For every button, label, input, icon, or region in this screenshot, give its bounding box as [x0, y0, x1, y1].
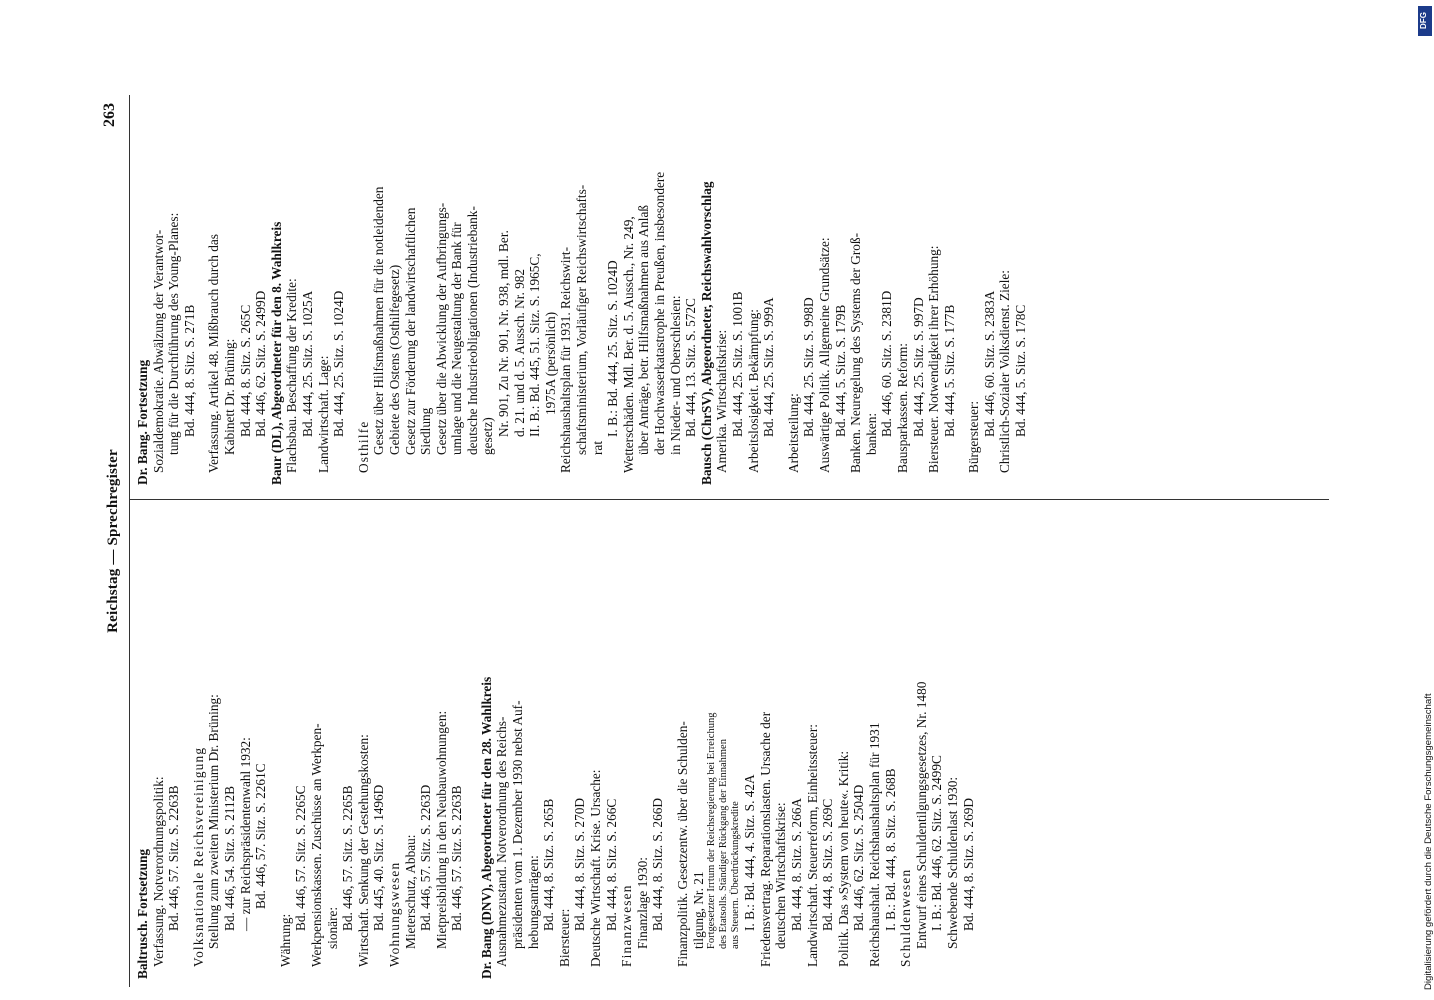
- register-entry: Volksnationale Reichsvereinigung: [190, 746, 206, 967]
- spacer: [197, 10, 206, 485]
- register-entry: Biersteuer. Notwendigkeit ihrer Erhöhung:: [926, 245, 942, 473]
- register-entry: präsidenten vom 1. Dezember 1930 nebst Auf-: [510, 700, 526, 949]
- register-entry: Arbeitslosigkeit. Bekämpfung:: [745, 309, 761, 473]
- register-entry: Mieterschutz, Abbau:: [402, 834, 418, 949]
- register-entry: Bd. 446, 60. Sitz. S. 2383A: [981, 290, 997, 437]
- spacer: [957, 10, 966, 485]
- register-entry: Reichshaushaltsplan für 1931. Reichswirt-: [558, 246, 574, 473]
- register-entry: Wirtschaft. Senkung der Gestehungskosten:: [355, 734, 371, 967]
- register-entry: Schwebende Schuldenlast 1930:: [944, 776, 960, 949]
- register-entry: Gesetz zur Förderung der landwirtschaftlichen: [402, 207, 418, 455]
- register-entry: Gesetz über die Abwicklung der Aufbringungs-: [433, 202, 449, 455]
- rotated-register-page: [95, 95, 1295, 987]
- register-entry: Bd. 444, 25. Sitz. S. 1024D: [331, 290, 347, 437]
- register-entry: Bd. 444, 8. Sitz. S. 265C: [237, 304, 253, 437]
- register-entry: Mietpreisbildung in den Neubauwohnungen:: [433, 710, 449, 949]
- register-entry: Schuldenwesen: [898, 868, 914, 967]
- register-entry: Bd. 444, 8. Sitz. S. 271B: [181, 304, 197, 437]
- register-entry: Bd. 444, 5. Sitz. S. 177B: [941, 304, 957, 437]
- register-entry: Bd. 444, 8. Sitz. S. 269D: [960, 798, 976, 931]
- register-entry: Finanzwesen: [619, 884, 635, 967]
- register-entry: Gesetz über Hilfsmaßnahmen für die notleidenden: [371, 186, 387, 455]
- register-heading: Baur (DL), Abgeordneter für den 8. Wahlkreis: [268, 221, 284, 485]
- register-entry: Verfassung. Notverordnungspolitik:: [150, 776, 166, 967]
- register-entry: Arbeitsteilung:: [785, 393, 801, 473]
- register-entry: deutschen Wirtschaftskrise:: [773, 802, 789, 949]
- register-entry: Bd. 444, 13. Sitz. S. 572C: [683, 298, 699, 437]
- spacer: [182, 504, 191, 979]
- register-entry: Wohnungswesen: [386, 861, 402, 967]
- register-entry: in Nieder- und Oberschlesien:: [667, 295, 683, 455]
- register-entry: Finanzlage 1930:: [634, 857, 650, 949]
- register-entry: Bürgersteuer:: [966, 400, 982, 473]
- spacer: [347, 10, 356, 485]
- register-entry: Bd. 444, 25. Sitz. S. 999A: [761, 297, 777, 437]
- register-entry: Wetterschäden. Mdl. Ber. d. 5. Aussch., Nr. 249,: [620, 216, 636, 473]
- register-entry: banken:: [863, 412, 879, 455]
- register-entry: Amerika. Wirtschaftskrise:: [714, 329, 730, 473]
- register-entry: Gebiete des Ostens (Osthilfegesetz): [386, 264, 402, 455]
- register-entry: Bd. 444, 25. Sitz. S. 998D: [801, 297, 817, 437]
- spacer: [777, 10, 786, 485]
- register-entry: Werkpensionskassen. Zuschüsse an Werkpen-: [308, 723, 324, 967]
- register-entry: tilgung, Nr. 21: [690, 871, 706, 949]
- register-entry: schaftsministerium, Vorläufiger Reichswirtschafts-: [574, 184, 590, 455]
- register-entry: Bd. 446, 62. Sitz. S. 2504D: [851, 784, 867, 931]
- register-entry: hebungsanträgen:: [525, 855, 541, 949]
- left-column: [135, 504, 976, 979]
- register-entry: Bd. 446, 54. Sitz. S. 2112B: [221, 785, 237, 931]
- register-heading: Baltrusch. Fortsetzung: [135, 848, 150, 979]
- register-entry: Bd. 444, 8. Sitz. S. 266D: [650, 798, 666, 931]
- spacer: [269, 504, 278, 979]
- register-entry: Bd. 444, 5. Sitz. S. 179B: [832, 304, 848, 437]
- register-entry: Bd. 446, 62. Sitz. S. 2499D: [253, 290, 269, 437]
- register-entry: Ausnahmezustand. Notverordnung des Reichs-: [494, 716, 510, 967]
- register-heading: Dr. Bang. Fortsetzung: [135, 359, 150, 485]
- register-entry: Reichshaushalt. Reichshaushaltsplan für 1931: [866, 722, 882, 967]
- register-entry: umlage und die Neugestaltung der Bank für: [449, 222, 465, 455]
- register-entry: Währung:: [277, 913, 293, 967]
- register-entry: Bd. 446, 57. Sitz. S. 2263B: [449, 785, 465, 931]
- register-entry: Bd. 444, 25. Sitz. S. 1001B: [729, 291, 745, 437]
- digitization-credit: Digitalisierung gefördert durch die Deutsche Forschungsgemeinschaft: [1423, 693, 1434, 990]
- register-entry: des Etatsolls. Ständiger Rückgang der Einnahmen: [718, 739, 730, 949]
- register-entry: aus Steuern. Überdrückungskredite: [730, 801, 742, 949]
- register-entry: Bd. 446, 57. Sitz. S. 2265B: [340, 785, 356, 931]
- register-entry: Bd. 446, 57. Sitz. S. 2265C: [293, 785, 309, 931]
- register-entry: I. B.: Bd. 444, 4. Sitz. S. 42A: [742, 774, 758, 931]
- register-entry: 1975A (persönlich): [542, 311, 558, 415]
- header-rule: [129, 95, 130, 987]
- register-entry: rat: [589, 440, 605, 455]
- register-entry: Politik. Das »System von heute«. Kritik:: [835, 750, 851, 967]
- register-entry: Bausparkassen. Reform:: [894, 343, 910, 473]
- running-title: Reichstag — Sprechregister: [105, 449, 121, 633]
- register-entry: Stellung zum zweiten Ministerium Dr. Brüning:: [206, 694, 222, 949]
- register-entry: Sozialdemokratie. Abwälzung der Verantwor-: [150, 229, 166, 473]
- spacer: [465, 504, 479, 979]
- side-credit: [1419, 6, 1434, 996]
- register-entry: Biersteuer:: [556, 908, 572, 967]
- register-entry: Landwirtschaft. Lage:: [315, 355, 331, 473]
- register-entry: Bd. 444, 8. Sitz. S. 270D: [572, 798, 588, 931]
- register-entry: über Anträge, betr. Hilfsmaßnahmen aus Anlaß: [636, 205, 652, 455]
- register-entry: Finanzpolitik. Gesetzentw. über die Schulden-: [675, 721, 690, 967]
- register-entry: I. B.: Bd. 444, 25. Sitz. S. 1024D: [605, 260, 621, 437]
- register-entry: der Hochwasserkatastrophe in Preußen, insbesondere: [652, 171, 667, 455]
- register-entry: Verfassung. Artikel 48. Mißbrauch durch das: [206, 234, 222, 473]
- register-entry: Kabinett Dr. Brüning:: [221, 338, 237, 455]
- register-entry: I. B.: Bd. 444, 8. Sitz. S. 268B: [882, 768, 898, 931]
- register-entry: Bd. 446, 57. Sitz. S. 2261C: [253, 763, 269, 909]
- register-entry: Bd. 444, 25. Sitz. S. 997D: [910, 297, 926, 437]
- register-entry: d. 21. und d. 5. Aussch. Nr. 982: [511, 268, 527, 437]
- register-entry: Flachsbau. Beschaffung der Kredite:: [284, 278, 300, 473]
- register-entry: Bd. 446, 60. Sitz. S. 2381D: [879, 290, 895, 437]
- spacer: [666, 504, 675, 979]
- register-entry: Bd. 444, 8. Sitz. S. 266C: [603, 798, 619, 931]
- register-entry: Bd. 446, 57. Sitz. S. 2263B: [166, 785, 182, 931]
- register-heading: Bausch (ChrSV), Abgeordneter, Reichswahlvorschlag: [698, 181, 714, 485]
- register-entry: Bd. 445, 40. Sitz. S. 1496D: [371, 784, 387, 931]
- register-entry: Landwirtschaft. Steuerreform, Einheitssteuer:: [804, 724, 820, 967]
- register-entry: Auswärtige Politik. Allgemeine Grundsätze:: [816, 237, 832, 473]
- register-entry: tung für die Durchführung des Young-Planes:: [166, 212, 182, 455]
- register-entry: Christlich-Sozialer Volksdienst. Ziele:: [997, 270, 1013, 473]
- register-entry: Bd. 444, 8. Sitz. S. 269C: [820, 798, 836, 931]
- register-entry: Banken. Neuregelung des Systems der Groß-: [848, 232, 864, 473]
- register-entry: Bd. 446, 57. Sitz. S. 2263D: [418, 784, 434, 931]
- register-entry: Nr. 901, Zu Nr. 901, Nr. 938, mdl. Ber.: [496, 230, 512, 437]
- register-entry: Bd. 444, 25. Sitz. S. 1025A: [299, 290, 315, 437]
- register-entry: II. B.: Bd. 445, 51. Sitz. S. 1965C,: [527, 253, 543, 437]
- register-entry: deutsche Industrieobligationen (Industriebank-: [464, 206, 480, 455]
- page-header: [95, 95, 131, 987]
- register-entry: Osthilfe: [355, 420, 371, 473]
- register-entry: gesetz): [480, 417, 496, 455]
- register-entry: Siedlung: [418, 407, 434, 455]
- register-entry: Bd. 444, 8. Sitz. S. 265B: [541, 798, 557, 931]
- register-entry: Bd. 444, 8. Sitz. S. 266A: [788, 798, 804, 931]
- register-entry: Deutsche Wirtschaft. Krise. Ursache:: [588, 769, 604, 967]
- column-divider: [129, 499, 1329, 500]
- register-entry: I. B.: Bd. 446, 62. Sitz. S. 2499C: [929, 755, 945, 931]
- register-entry: — zur Reichspräsidentenwahl 1932:: [237, 737, 253, 931]
- register-entry: Entwurf eines Schuldentilgungsgesetzes, Nr. 1480: [913, 681, 929, 949]
- dfg-logo: DFG: [1418, 6, 1432, 36]
- page-number: 263: [101, 103, 118, 127]
- right-column: [135, 10, 1029, 485]
- register-entry: Bd. 444, 5. Sitz. S. 178C: [1013, 304, 1029, 437]
- register-heading: Dr. Bang (DNV), Abgeordneter für den 28. Wahlkreis: [478, 676, 494, 979]
- register-entry: sionäre:: [324, 906, 340, 949]
- register-entry: Fortgesetzter Irrtum der Reichsregierung bei Erreichung: [706, 712, 718, 949]
- register-entry: Friedensvertrag. Reparationslasten. Ursache der: [757, 711, 773, 967]
